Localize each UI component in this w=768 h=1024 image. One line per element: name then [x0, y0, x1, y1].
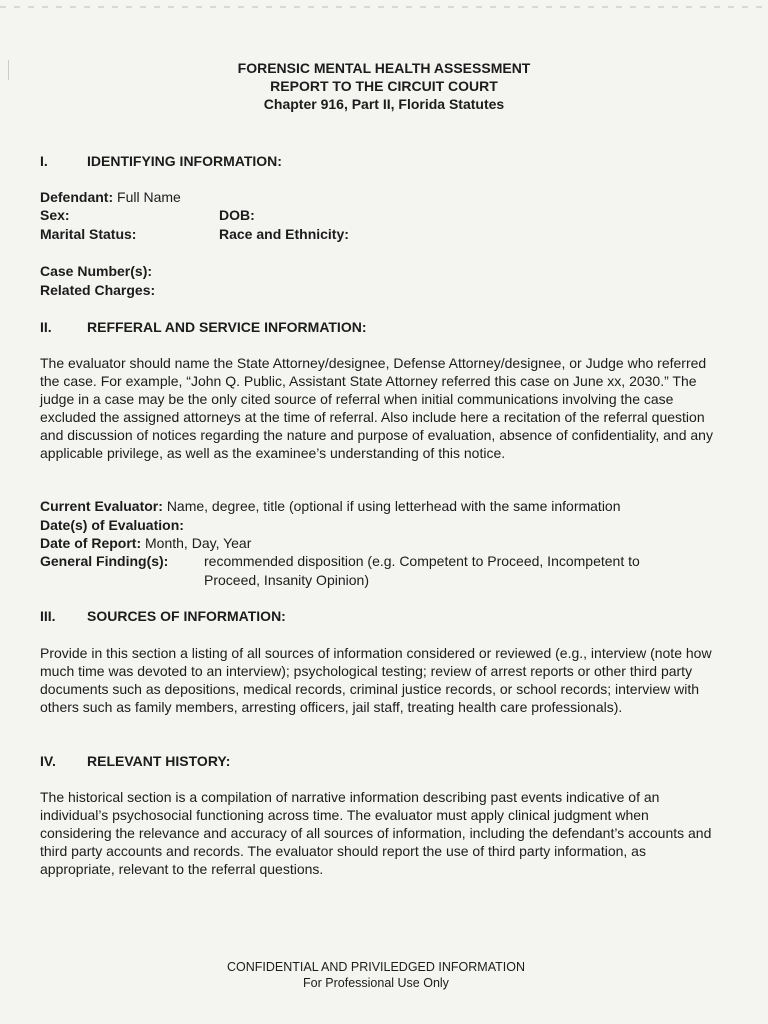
section-2-number: II. — [40, 319, 52, 335]
date-of-report-value: Month, Day, Year — [145, 535, 252, 551]
referral-paragraph: The evaluator should name the State Attorney/designee, Defense Attorney/designee, or Judge who referred the case. For example, “John Q. Public, Assistant State Attorney referred this case on June xx, 2030.” The judge in a case may be the only cited source of referral when initial communications involving the case excluded the assigned attorneys at the time of referral. Also include here a recitation of the referral question and discussion of notices regarding the nature and purpose of evaluation, absence of confidentiality, and any applicable privilege, as well as the examinee’s understanding of this notice. — [40, 355, 713, 461]
history-paragraph: The historical section is a compilation of narrative information describing past events indicative of an individual’s psychosocial functioning across time. The evaluator must apply clinical judgment when considering the relevance and accuracy of all sources of information, including the defendant’s accounts and third party accounts and records. The evaluator should report the use of third party information, as appropriate, relevant to the referral questions. — [40, 789, 712, 877]
general-findings-value-line2: Proceed, Insanity Opinion) — [204, 572, 369, 588]
section-2-title: REFFERAL AND SERVICE INFORMATION: — [87, 319, 367, 335]
current-evaluator-value: Name, degree, title (optional if using letterhead with the same information — [166, 498, 621, 514]
report-title-line2: REPORT TO THE CIRCUIT COURT — [270, 78, 498, 94]
footer-confidential: CONFIDENTIAL AND PRIVILEDGED INFORMATION — [227, 960, 525, 974]
report-title-line3: Chapter 916, Part II, Florida Statutes — [263, 96, 505, 112]
section-4-number: IV. — [40, 753, 56, 769]
current-evaluator-row — [40, 498, 621, 514]
defendant-value: Full Name — [117, 189, 181, 205]
general-findings-value-line1: recommended disposition (e.g. Competent to Proceed, Incompetent to — [204, 553, 640, 569]
section-1-title: IDENTIFYING INFORMATION: — [87, 153, 282, 169]
dates-of-evaluation-label: Date(s) of Evaluation: — [40, 517, 184, 533]
section-1-number: I. — [40, 153, 48, 169]
defendant-label: Defendant: — [40, 189, 114, 205]
current-evaluator-label: Current Evaluator: — [40, 498, 163, 514]
race-ethnicity-label: Race and Ethnicity: — [219, 226, 349, 242]
case-numbers-label: Case Number(s): — [40, 263, 153, 279]
date-of-report-row — [40, 535, 251, 551]
sources-paragraph: Provide in this section a listing of all sources of information considered or reviewed (e.g., interview (note how much time was devoted to an interview); psychological testing; review of arrest reports or other third party documents such as depositions, medical records, criminal justice records, or school records; interview with others such as family members, arresting officers, jail staff, treating health care professionals). — [40, 645, 712, 715]
section-3-number: III. — [40, 608, 56, 624]
scan-artifact-top — [0, 6, 768, 8]
sex-label: Sex: — [40, 207, 70, 223]
marital-status-label: Marital Status: — [40, 226, 137, 242]
footer-professional-use: For Professional Use Only — [303, 976, 449, 990]
section-4-title: RELEVANT HISTORY: — [87, 753, 231, 769]
section-3-title: SOURCES OF INFORMATION: — [87, 608, 286, 624]
report-title-line1: FORENSIC MENTAL HEALTH ASSESSMENT — [237, 60, 531, 76]
general-findings-label: General Finding(s): — [40, 553, 169, 569]
date-of-report-label: Date of Report: — [40, 535, 142, 551]
related-charges-label: Related Charges: — [40, 282, 156, 298]
dob-label: DOB: — [219, 207, 255, 223]
defendant-row — [40, 189, 181, 205]
